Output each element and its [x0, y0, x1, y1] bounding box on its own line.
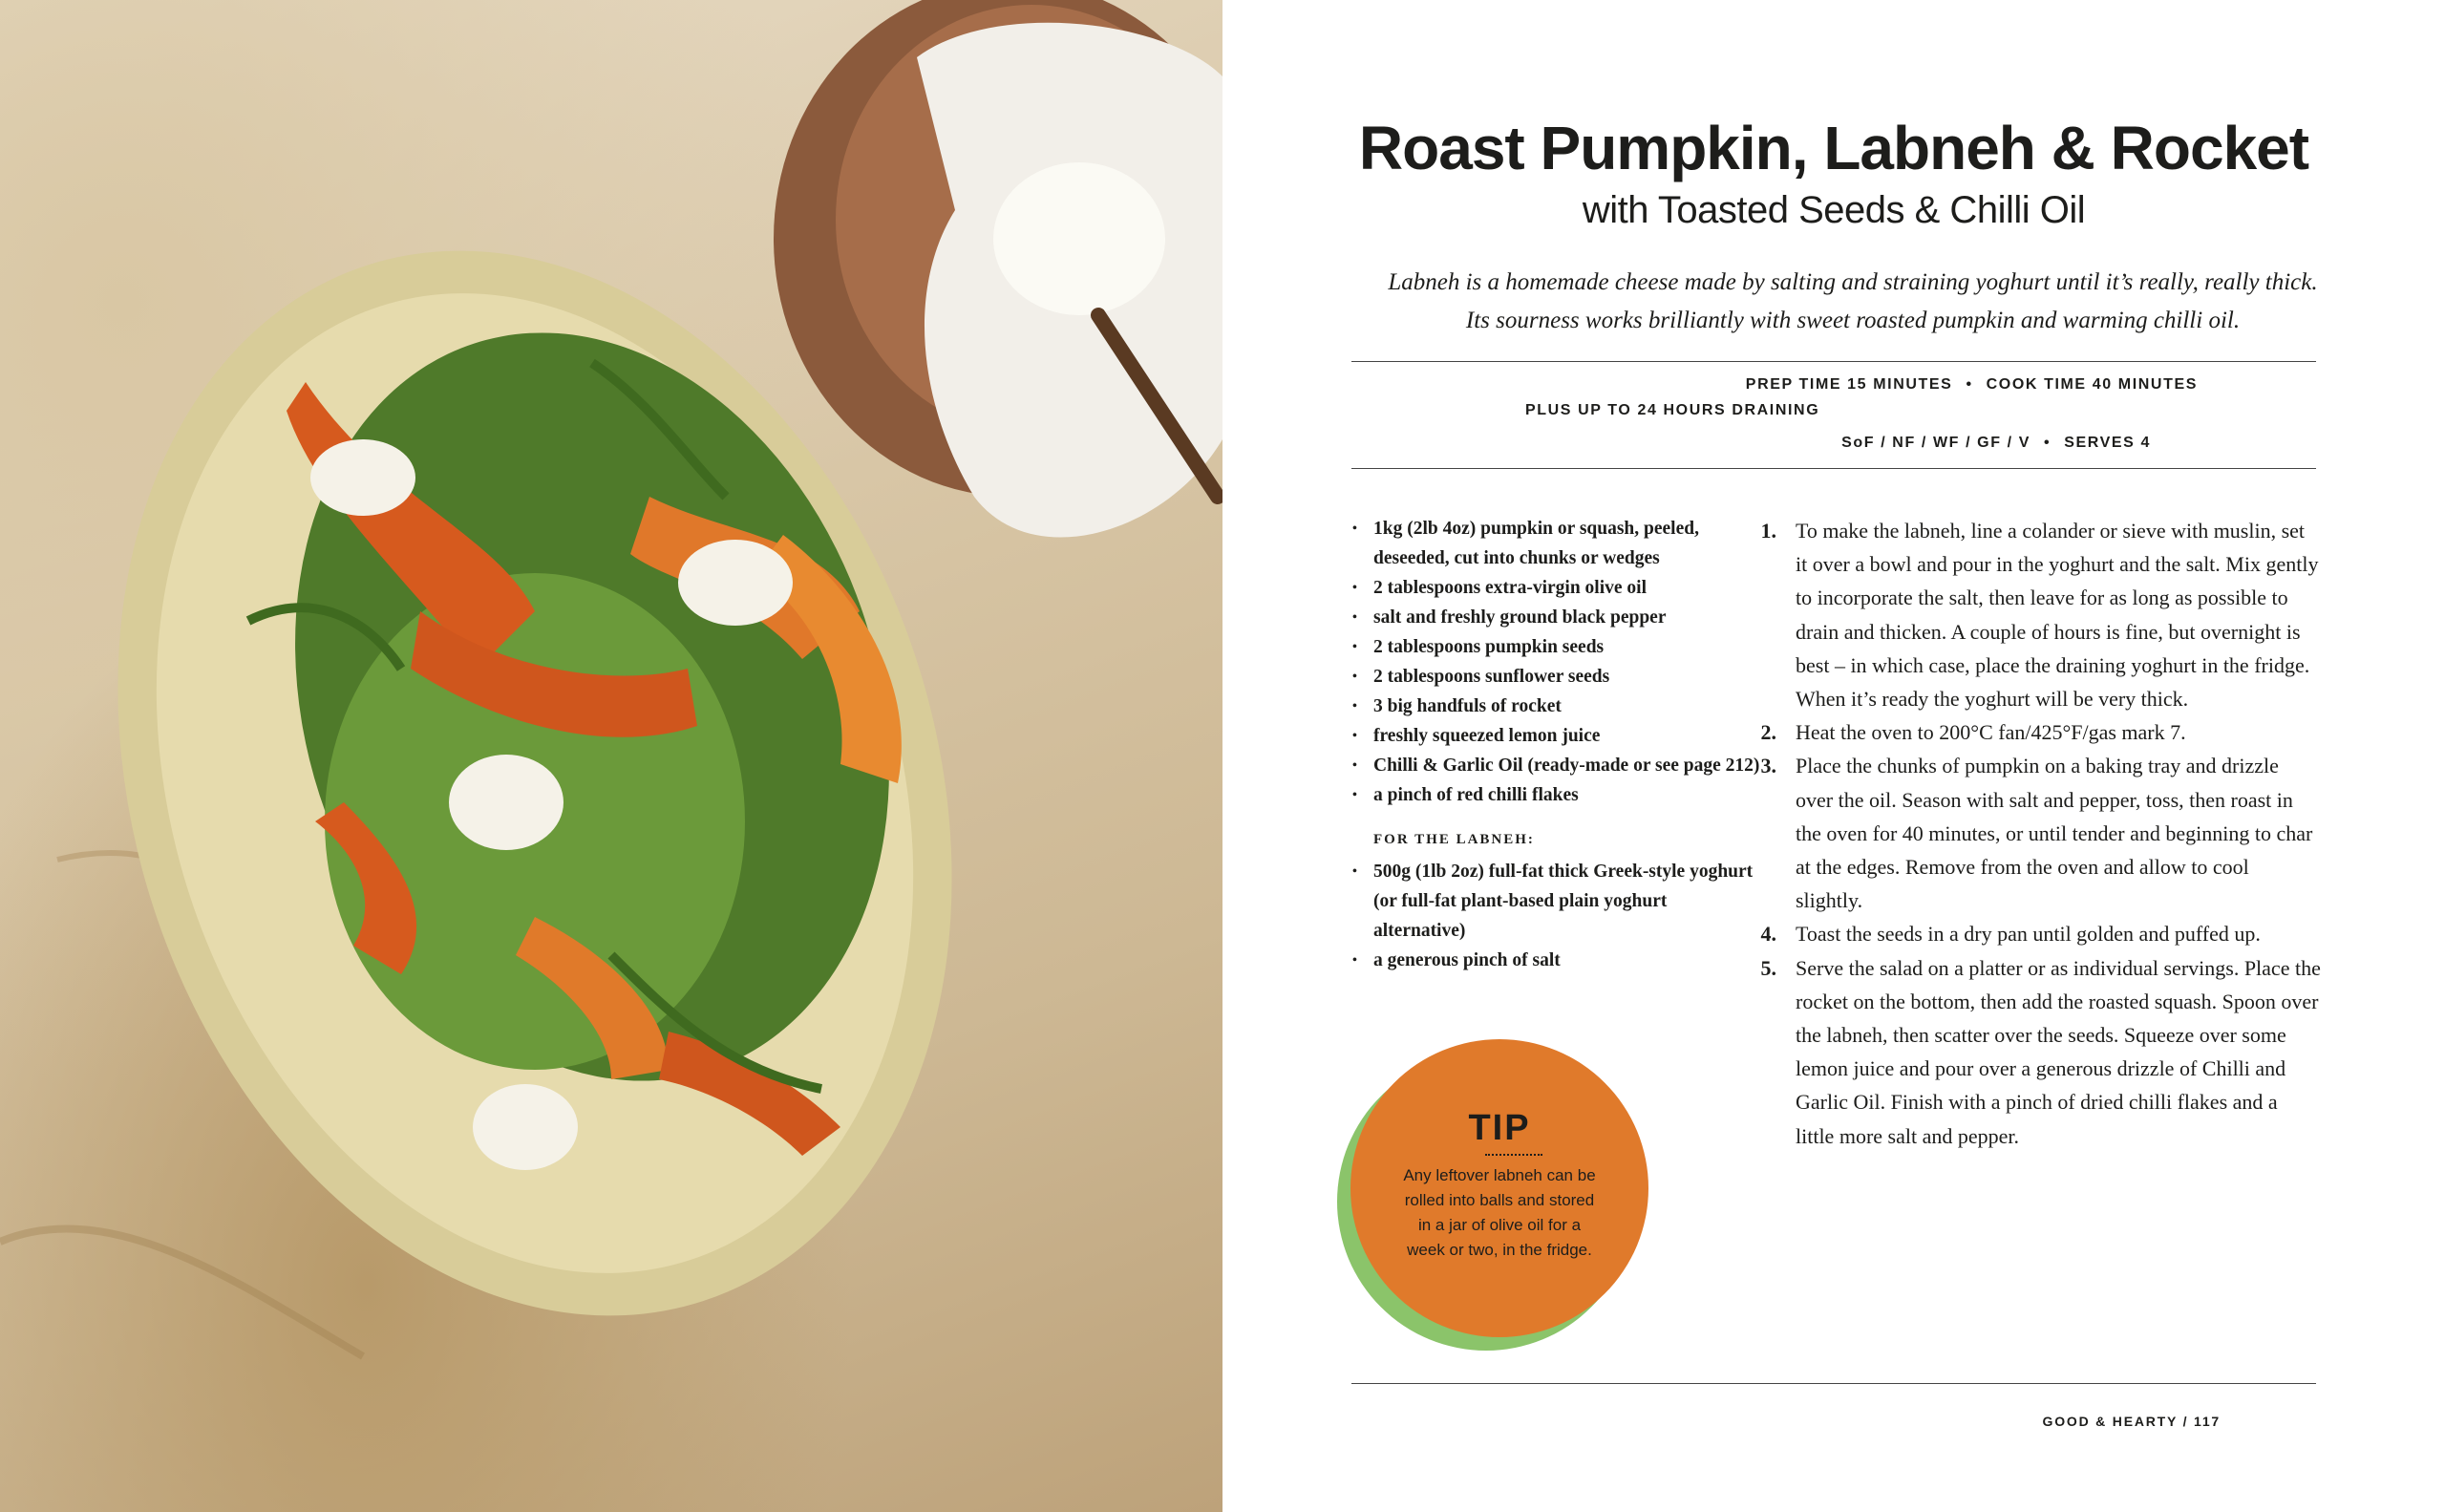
diet-meta [1841, 435, 2151, 452]
tip-underline [1485, 1154, 1542, 1156]
ingredient-item: • a pinch of red chilli flakes [1352, 780, 1763, 810]
cook-time: COOK TIME 40 MINUTES [1986, 376, 2198, 393]
recipe-photo [0, 0, 1222, 1512]
recipe-page [1222, 0, 2445, 1512]
tip-callout [1337, 1039, 1662, 1364]
step-number: 1. [1760, 519, 1776, 543]
ingredient-item: • 1kg (2lb 4oz) pumpkin or squash, peeled, deseeded, cut into chunks or wedges [1352, 514, 1763, 573]
step-text: Serve the salad on a platter or as individual servings. Place the rocket on the bottom, then add the roasted squash. Spoon over the labneh, then scatter over the seeds. Squeeze over some lemon juice and pour over a generous drizzle of Chilli and Garlic Oil. Finish with a pinch of dried chilli flakes and a little more salt and pepper. [1796, 955, 2321, 1148]
bullet-separator: • [1966, 376, 1973, 393]
step-number: 5. [1760, 955, 1776, 980]
tip-label: TIP [1468, 1108, 1531, 1148]
ingredient-item: • 2 tablespoons extra-virgin olive oil [1352, 573, 1763, 603]
step-text: Heat the oven to 200°C fan/425°F/gas mark 7. [1796, 720, 2186, 745]
divider-top [1351, 361, 2316, 362]
section-name: GOOD & HEARTY [2042, 1414, 2178, 1429]
divider-bottom [1351, 1383, 2316, 1384]
method-step [1748, 917, 2321, 950]
ingredient-item: • 2 tablespoons pumpkin seeds [1352, 632, 1763, 662]
draining-time: PLUS UP TO 24 HOURS DRAINING [1525, 402, 1820, 418]
divider-meta [1351, 468, 2316, 469]
footer-separator: / [2182, 1414, 2189, 1429]
intro-line: Its sourness works brilliantly with sweet roasted pumpkin and warming chilli oil. [1465, 308, 2241, 333]
recipe-intro [1337, 264, 2369, 340]
ingredients-list [1352, 514, 1763, 975]
salad-plate-illustration [0, 0, 1222, 1512]
method-step [1748, 715, 2321, 749]
ingredient-item: • Chilli & Garlic Oil (ready-made or see page 212) [1352, 751, 1763, 780]
ingredient-item: • 2 tablespoons sunflower seeds [1352, 662, 1763, 692]
method-step [1748, 749, 2321, 917]
ingredient-item: • freshly squeezed lemon juice [1352, 721, 1763, 751]
step-number: 3. [1760, 754, 1776, 778]
step-text: Place the chunks of pumpkin on a baking tray and drizzle over the oil. Season with salt and pepper, toss, then roast in the oven for 40 minutes, or until tender and beginning to char at the edges. Remove from the oven and allow to cool slightly. [1796, 754, 2313, 913]
serves: SERVES 4 [2064, 435, 2151, 451]
ingredient-item: • salt and freshly ground black pepper [1352, 603, 1763, 632]
labneh-subheading: FOR THE LABNEH: [1373, 832, 1535, 847]
ingredient-item: • a generous pinch of salt [1352, 946, 1763, 975]
method-steps [1748, 514, 2321, 1153]
step-number: 4. [1760, 922, 1776, 947]
prep-time: PREP TIME 15 MINUTES [1745, 376, 1953, 393]
step-text: Toast the seeds in a dry pan until golden and puffed up. [1796, 922, 2261, 947]
page-number: 117 [2194, 1414, 2221, 1429]
diet-codes: SoF / NF / WF / GF / V [1841, 435, 2031, 451]
time-meta [1746, 376, 2198, 394]
ingredient-item: • 500g (1lb 2oz) full-fat thick Greek-style yoghurt (or full-fat plant-based plain yoghurt alternative) [1352, 857, 1763, 946]
bowl [774, 0, 1222, 538]
ingredient-item: • 3 big handfuls of rocket [1352, 692, 1763, 721]
intro-line: Labneh is a homemade cheese made by salting and straining yoghurt until it’s really, really thick. [1388, 269, 2318, 295]
method-step [1748, 514, 2321, 715]
page-footer [2043, 1414, 2221, 1429]
step-number: 2. [1760, 720, 1776, 745]
recipe-subtitle: with Toasted Seeds & Chilli Oil [1582, 189, 2086, 231]
tip-text: Any leftover labneh can be rolled into balls and stored in a jar of olive oil for a week or two, in the fridge. [1403, 1166, 1596, 1259]
step-text: To make the labneh, line a colander or sieve with muslin, set it over a bowl and pour in the yoghurt and the salt. Mix gently to incorporate the salt, then leave for as long as possible to drain and thicken. A couple of hours is fine, but overnight is best – in which case, place the draining yoghurt in the fridge. When it’s ready the yoghurt will be very thick. [1796, 519, 2319, 712]
recipe-title: Roast Pumpkin, Labneh & Rocket [1358, 114, 2309, 182]
method-step [1748, 951, 2321, 1153]
bullet-separator: • [2044, 435, 2052, 451]
